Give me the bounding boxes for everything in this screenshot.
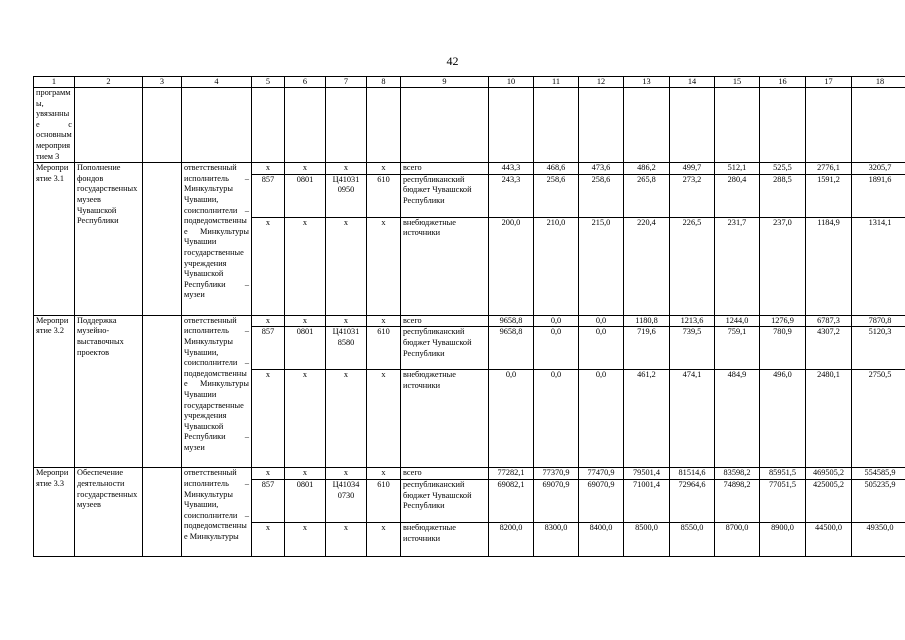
amount-cell: 486,2 [624,163,670,175]
empty-cell [143,88,182,163]
event-name: Мероприятие 3.2 [34,315,75,468]
code-c8: x [367,163,401,175]
column-header: 13 [624,77,670,88]
code-c5: x [252,522,285,556]
amount-cell: 237,0 [760,217,806,315]
event-description: Обеспечение деятельности государственных музеев [75,468,143,557]
amount-cell: 3205,7 [852,163,905,175]
amount-cell: 210,0 [534,217,579,315]
amount-cell: 273,2 [670,174,715,217]
amount-cell: 554585,9 [852,468,905,480]
intro-row [34,88,905,163]
column-header: 3 [143,77,182,88]
amount-cell: 8700,0 [715,522,760,556]
column-header: 12 [579,77,624,88]
column-header: 11 [534,77,579,88]
event-row [34,468,905,480]
amount-cell: 473,6 [579,163,624,175]
amount-cell: 1276,9 [760,315,806,327]
funding-source: республиканский бюджет Чувашской Республики [401,174,489,217]
event-row [34,163,905,175]
amount-cell: 85951,5 [760,468,806,480]
amount-cell: 2750,5 [852,370,905,468]
empty-cell [534,88,579,163]
amount-cell: 8400,0 [579,522,624,556]
empty-cell [285,88,326,163]
column-header-row [34,77,905,88]
amount-cell: 1314,1 [852,217,905,315]
funding-source: республиканский бюджет Чувашской Республики [401,479,489,522]
amount-cell: 2776,1 [806,163,852,175]
column-header: 8 [367,77,401,88]
event-name: Мероприятие 3.1 [34,163,75,316]
code-c8: x [367,522,401,556]
amount-cell: 7870,8 [852,315,905,327]
amount-cell: 200,0 [489,217,534,315]
amount-cell: 9658,8 [489,315,534,327]
amount-cell: 0,0 [534,315,579,327]
amount-cell: 474,1 [670,370,715,468]
empty-cell [489,88,534,163]
code-c5: 857 [252,479,285,522]
code-c6: x [285,468,326,480]
amount-cell: 8300,0 [534,522,579,556]
intro-text: программы, увязанные с основным мероприятием 3 [34,88,75,163]
event-executors: ответственный исполнитель – Минкультуры Чувашии, соисполнители – подведомственные Минкультуры Чувашии государственные учреждения Чувашской Республики – музеи [182,163,252,316]
amount-cell: 258,6 [579,174,624,217]
amount-cell: 288,5 [760,174,806,217]
amount-cell: 468,6 [534,163,579,175]
code-c6: x [285,315,326,327]
column-header: 14 [670,77,715,88]
column-header: 17 [806,77,852,88]
column-header: 5 [252,77,285,88]
amount-cell: 8900,0 [760,522,806,556]
column-header: 16 [760,77,806,88]
column-header: 9 [401,77,489,88]
amount-cell: 484,9 [715,370,760,468]
amount-cell: 231,7 [715,217,760,315]
amount-cell: 499,7 [670,163,715,175]
code-c7: x [326,522,367,556]
event-description: Поддержка музейно-выставочных проектов [75,315,143,468]
amount-cell: 77282,1 [489,468,534,480]
amount-cell: 0,0 [489,370,534,468]
amount-cell: 780,9 [760,327,806,370]
code-c8: x [367,217,401,315]
amount-cell: 512,1 [715,163,760,175]
amount-cell: 0,0 [579,327,624,370]
code-c7: Ц41031 8580 [326,327,367,370]
amount-cell: 2480,1 [806,370,852,468]
amount-cell: 461,2 [624,370,670,468]
amount-cell: 215,0 [579,217,624,315]
amount-cell: 719,6 [624,327,670,370]
code-c7: x [326,370,367,468]
amount-cell: 71001,4 [624,479,670,522]
amount-cell: 77470,9 [579,468,624,480]
code-c6: x [285,217,326,315]
amount-cell: 69070,9 [579,479,624,522]
column-header: 15 [715,77,760,88]
code-c5: x [252,315,285,327]
empty-cell [326,88,367,163]
amount-cell: 443,3 [489,163,534,175]
column-header: 18 [852,77,905,88]
empty-cell [579,88,624,163]
amount-cell: 505235,9 [852,479,905,522]
column-header: 7 [326,77,367,88]
empty-cell [367,88,401,163]
amount-cell: 49350,0 [852,522,905,556]
empty-cell [760,88,806,163]
code-c5: x [252,163,285,175]
funding-source: внебюджетные источники [401,217,489,315]
amount-cell: 759,1 [715,327,760,370]
event-executors: ответственный исполнитель – Минкультуры Чувашии, соисполнители – подведомственные Минкультуры [182,468,252,557]
empty-cell [401,88,489,163]
empty-cell [806,88,852,163]
amount-cell: 77370,9 [534,468,579,480]
amount-cell: 0,0 [534,370,579,468]
empty-cell [252,88,285,163]
amount-cell: 265,8 [624,174,670,217]
code-c5: x [252,370,285,468]
code-c8: x [367,370,401,468]
empty-cell [670,88,715,163]
column-header: 1 [34,77,75,88]
empty-cell [852,88,905,163]
amount-cell: 44500,0 [806,522,852,556]
amount-cell: 425005,2 [806,479,852,522]
amount-cell: 5120,3 [852,327,905,370]
column-header: 2 [75,77,143,88]
code-c7: x [326,468,367,480]
event-name: Мероприятие 3.3 [34,468,75,557]
code-c5: x [252,468,285,480]
column-header: 6 [285,77,326,88]
amount-cell: 77051,5 [760,479,806,522]
empty-cell [182,88,252,163]
code-c7: x [326,163,367,175]
empty-cell [143,468,182,557]
code-c6: x [285,370,326,468]
code-c6: x [285,163,326,175]
code-c5: 857 [252,174,285,217]
code-c5: 857 [252,327,285,370]
amount-cell: 258,6 [534,174,579,217]
code-c8: 610 [367,174,401,217]
code-c7: Ц41031 0950 [326,174,367,217]
amount-cell: 9658,8 [489,327,534,370]
event-description: Пополнение фондов государственных музеев Чувашской Республики [75,163,143,316]
amount-cell: 226,5 [670,217,715,315]
code-c7: x [326,315,367,327]
code-c7: x [326,217,367,315]
amount-cell: 79501,4 [624,468,670,480]
empty-cell [143,315,182,468]
funding-source: внебюджетные источники [401,370,489,468]
amount-cell: 69070,9 [534,479,579,522]
code-c8: x [367,315,401,327]
amount-cell: 4307,2 [806,327,852,370]
empty-cell [715,88,760,163]
budget-table [33,76,905,557]
amount-cell: 8200,0 [489,522,534,556]
code-c6: 0801 [285,327,326,370]
amount-cell: 1891,6 [852,174,905,217]
amount-cell: 74898,2 [715,479,760,522]
amount-cell: 220,4 [624,217,670,315]
amount-cell: 496,0 [760,370,806,468]
funding-source: всего [401,468,489,480]
amount-cell: 1184,9 [806,217,852,315]
amount-cell: 8500,0 [624,522,670,556]
empty-cell [624,88,670,163]
page-number: 42 [446,54,459,68]
amount-cell: 8550,0 [670,522,715,556]
code-c8: 610 [367,327,401,370]
column-header: 10 [489,77,534,88]
amount-cell: 739,5 [670,327,715,370]
amount-cell: 1244,0 [715,315,760,327]
code-c5: x [252,217,285,315]
code-c8: x [367,468,401,480]
empty-cell [75,88,143,163]
funding-source: республиканский бюджет Чувашской Республики [401,327,489,370]
code-c6: x [285,522,326,556]
amount-cell: 280,4 [715,174,760,217]
amount-cell: 0,0 [579,315,624,327]
amount-cell: 1591,2 [806,174,852,217]
code-c6: 0801 [285,479,326,522]
amount-cell: 469505,2 [806,468,852,480]
amount-cell: 81514,6 [670,468,715,480]
amount-cell: 1180,8 [624,315,670,327]
amount-cell: 243,3 [489,174,534,217]
amount-cell: 0,0 [579,370,624,468]
code-c8: 610 [367,479,401,522]
amount-cell: 0,0 [534,327,579,370]
amount-cell: 69082,1 [489,479,534,522]
code-c7: Ц41034 0730 [326,479,367,522]
amount-cell: 1213,6 [670,315,715,327]
funding-source: внебюджетные источники [401,522,489,556]
column-header: 4 [182,77,252,88]
amount-cell: 6787,3 [806,315,852,327]
amount-cell: 525,5 [760,163,806,175]
event-executors: ответственный исполнитель – Минкультуры Чувашии, соисполнители – подведомственные Минкультуры Чувашии государственные учреждения Чувашской Республики – музеи [182,315,252,468]
code-c6: 0801 [285,174,326,217]
funding-source: всего [401,163,489,175]
amount-cell: 72964,6 [670,479,715,522]
event-row [34,315,905,327]
funding-source: всего [401,315,489,327]
amount-cell: 83598,2 [715,468,760,480]
empty-cell [143,163,182,316]
